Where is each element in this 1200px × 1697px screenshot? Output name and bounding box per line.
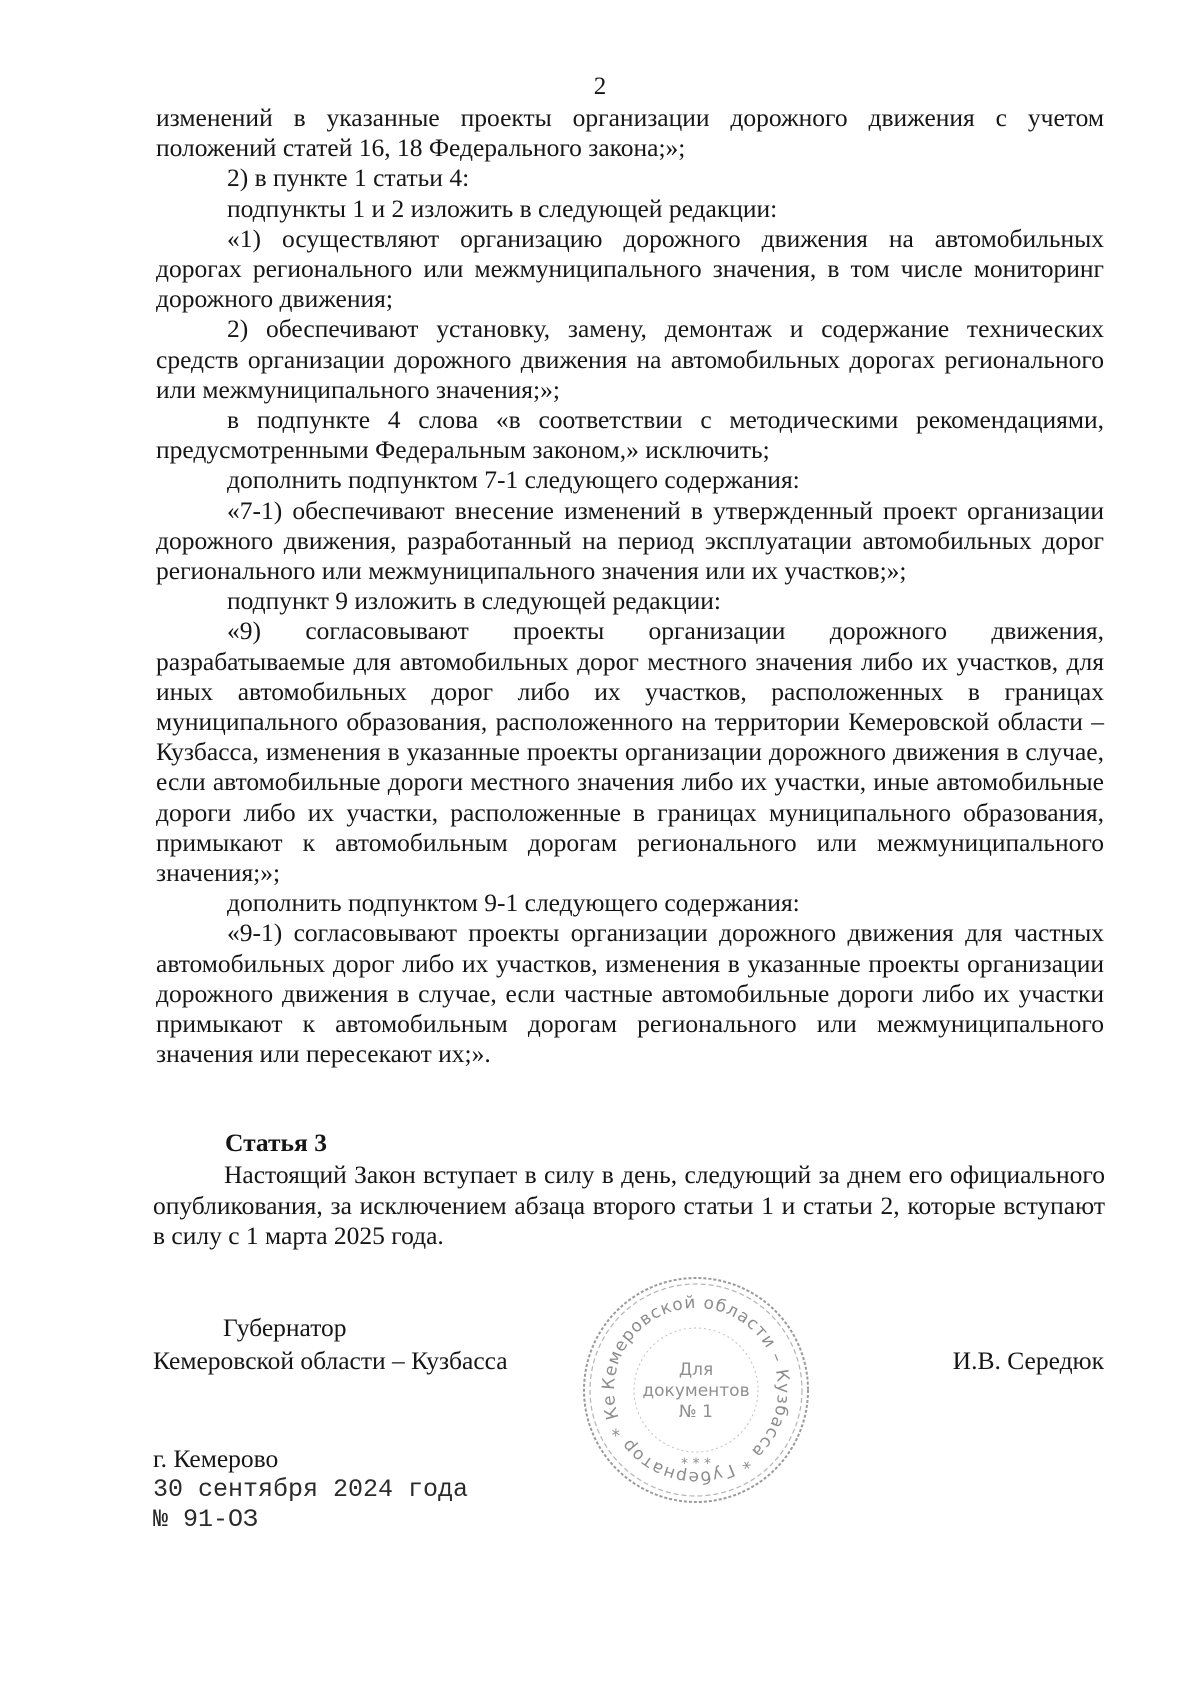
paragraph-6: в подпункте 4 слова «в соответствии с методическими рекомендациями, предусмотренными Федеральным законом,» исключить; (156, 405, 1104, 465)
paragraph-5: 2) обеспечивают установку, замену, демонтаж и содержание технических средств организации дорожного движения на автомобильных дорогах регионального или межмуниципального значения;»; (156, 314, 1104, 404)
page-number: 2 (593, 73, 607, 100)
document-body (156, 103, 1104, 1070)
paragraph-1-line-2: положений статей 16, 18 Федерального закона;»; (156, 133, 686, 163)
signatory-position-line-1: Губернатор (223, 1313, 347, 1342)
paragraph-3: подпункты 1 и 2 изложить в следующей редакции: (227, 193, 778, 223)
article-3-text: Настоящий Закон вступает в силу в день, следующий за днем его официального опубликования, за исключением абзаца второго статьи 1 и статьи 2, которые вступают в силу с 1 марта 2025 года. (153, 1160, 1105, 1250)
official-seal (578, 1272, 814, 1508)
signatory-name: И.В. Середюк (952, 1346, 1104, 1375)
paragraph-11: дополнить подпунктом 9-1 следующего содержания: (227, 888, 800, 918)
law-number: № 91-ОЗ (153, 1505, 259, 1534)
article-3-body (153, 1160, 1105, 1252)
paragraph-8: «7-1) обеспечивают внесение изменений в утвержденный проект организации дорожного движения, разработанный на период эксплуатации автомобильных дорог регионального или межмуниципального значения или их участков;»; (156, 495, 1104, 586)
seal-center-line-2: документов (642, 1381, 750, 1401)
paragraph-7: дополнить подпунктом 7-1 следующего содержания: (227, 465, 800, 495)
paragraph-9: подпункт 9 изложить в следующей редакции: (227, 586, 721, 616)
seal-graphic (578, 1272, 814, 1508)
signatory-position-line-2: Кемеровской области – Кузбасса (153, 1346, 508, 1375)
paragraph-2: 2) в пункте 1 статьи 4: (227, 163, 470, 193)
signatory-position (153, 1311, 573, 1377)
paragraph-12: «9-1) согласовывают проекты организации дорожного движения для частных автомобильных дорог либо их участков, изменения в указанные проекты организации дорожного движения в случае, если частные автомобильные дороги либо их участки примыкают к автомобильным дорогам регионального или межмуниципального значения или пересекают их;». (156, 918, 1104, 1069)
seal-stars: * * * (681, 1456, 711, 1472)
paragraph-4: «1) осуществляют организацию дорожного движения на автомобильных дорогах регионального или межмуниципального значения, в том числе мониторинг дорожного движения; (156, 223, 1104, 314)
seal-center-line-1: Для (678, 1360, 714, 1380)
signing-place: г. Кемерово (153, 1444, 279, 1473)
seal-ring-text: Кемеровской области – Кузбасса * Губернатор * Ке (598, 1292, 794, 1488)
signing-date: 30 сентября 2024 года (153, 1475, 469, 1504)
paragraph-1-line-1: изменений в указанные проекты организации дорожного движения с учетом (156, 103, 1104, 132)
paragraph-10: «9) согласовывают проекты организации дорожного движения, разрабатываемые для автомобильных дорог местного значения либо их участков, для иных автомобильных дорог либо их участков, расположенных в границах муниципального образования, расположенного на территории Кемеровской области – Кузбасса, изменения в указанные проекты организации дорожного движения в случае, если автомобильные дороги местного значения либо их участки, иные автомобильные дороги либо их участки, расположенные в границах муниципального образования, примыкают к автомобильным дорогам регионального или межмуниципального значения;»; (156, 616, 1104, 888)
seal-center-line-3: № 1 (679, 1402, 713, 1422)
article-3-heading: Статья 3 (225, 1128, 327, 1157)
